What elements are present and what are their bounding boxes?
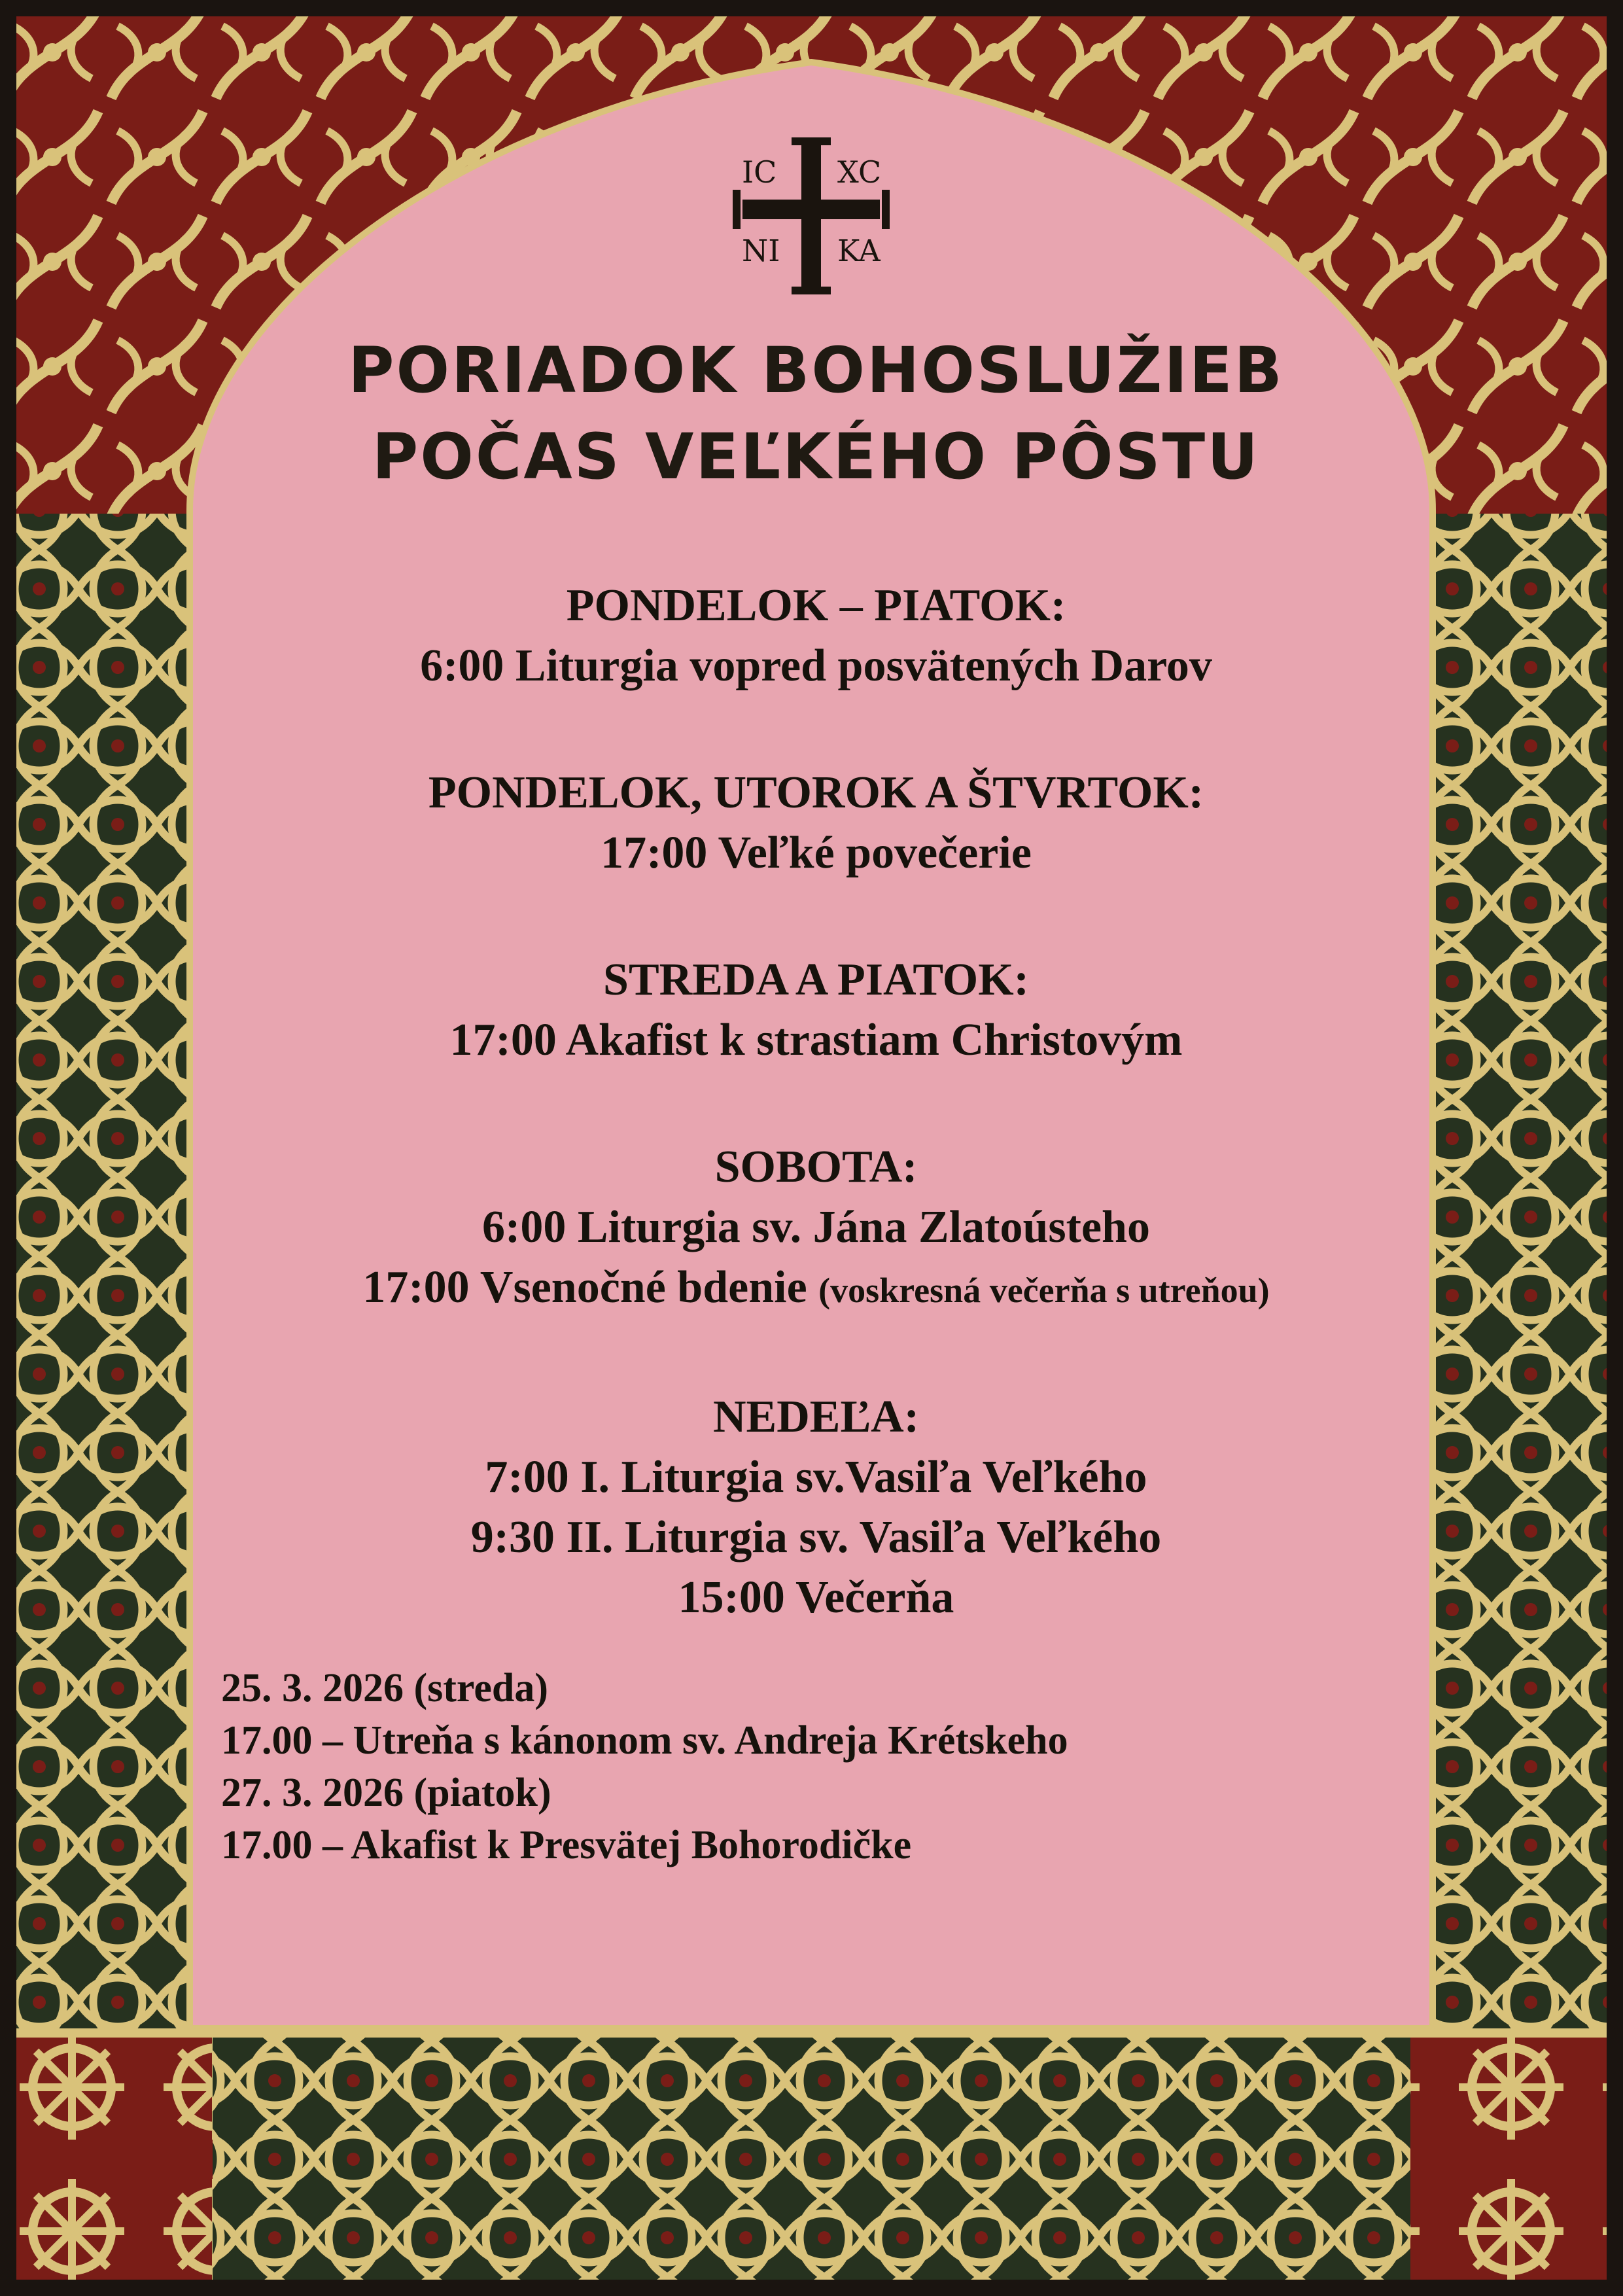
cross-label-tl: IC — [742, 154, 777, 190]
section-heading: NEDEĽA: — [712, 1392, 920, 1442]
section-heading: PONDELOK – PIATOK: — [566, 580, 1066, 631]
page-title — [190, 327, 1442, 500]
note-line: 17.00 – Utreňa s kánonom sv. Andreja Krétskeho — [221, 1718, 1068, 1763]
service-line: 17:00 Akafist k strastiam Christovým — [449, 1015, 1183, 1065]
service-line: 15:00 Večerňa — [678, 1572, 954, 1623]
service-line: 9:30 II. Liturgia sv. Vasiľa Veľkého — [470, 1512, 1162, 1563]
service-line: 7:00 I. Liturgia sv.Vasiľa Veľkého — [485, 1452, 1147, 1502]
schedule-section — [190, 576, 1442, 696]
title-line-2: POČAS VEĽKÉHO PÔSTU — [372, 420, 1261, 493]
cross-label-bl: NI — [742, 233, 780, 268]
special-dates — [221, 1662, 1438, 1871]
schedule-section — [190, 763, 1442, 883]
service-line: 17:00 Veľké povečerie — [601, 828, 1032, 878]
title-line-1: PORIADOK BOHOSLUŽIEB — [348, 334, 1284, 407]
schedule-section — [190, 1387, 1442, 1628]
cross-label-tr: XC — [837, 154, 882, 190]
schedule-section — [190, 1137, 1442, 1320]
section-heading: SOBOTA: — [714, 1142, 918, 1192]
service-note: (voskresná večerňa s utreňou) — [818, 1271, 1270, 1310]
note-line: 27. 3. 2026 (piatok) — [221, 1771, 551, 1815]
note-line: 25. 3. 2026 (streda) — [221, 1666, 548, 1710]
poster-content — [190, 0, 1442, 2028]
schedule — [190, 576, 1442, 1695]
note-line: 17.00 – Akafist k Presvätej Bohorodičke — [221, 1823, 912, 1867]
service-line: 6:00 Liturgia vopred posvätených Darov — [420, 641, 1212, 691]
service-line: 6:00 Liturgia sv. Jána Zlatoústeho — [482, 1202, 1150, 1252]
section-heading: PONDELOK, UTOROK A ŠTVRTOK: — [428, 768, 1204, 818]
cross-label-br: KA — [837, 233, 881, 268]
service-line-with-note — [190, 1258, 1442, 1320]
service-line: 17:00 Vsenočné bdenie — [362, 1262, 807, 1313]
section-heading: STREDA A PIATOK: — [603, 955, 1029, 1005]
schedule-section — [190, 950, 1442, 1070]
